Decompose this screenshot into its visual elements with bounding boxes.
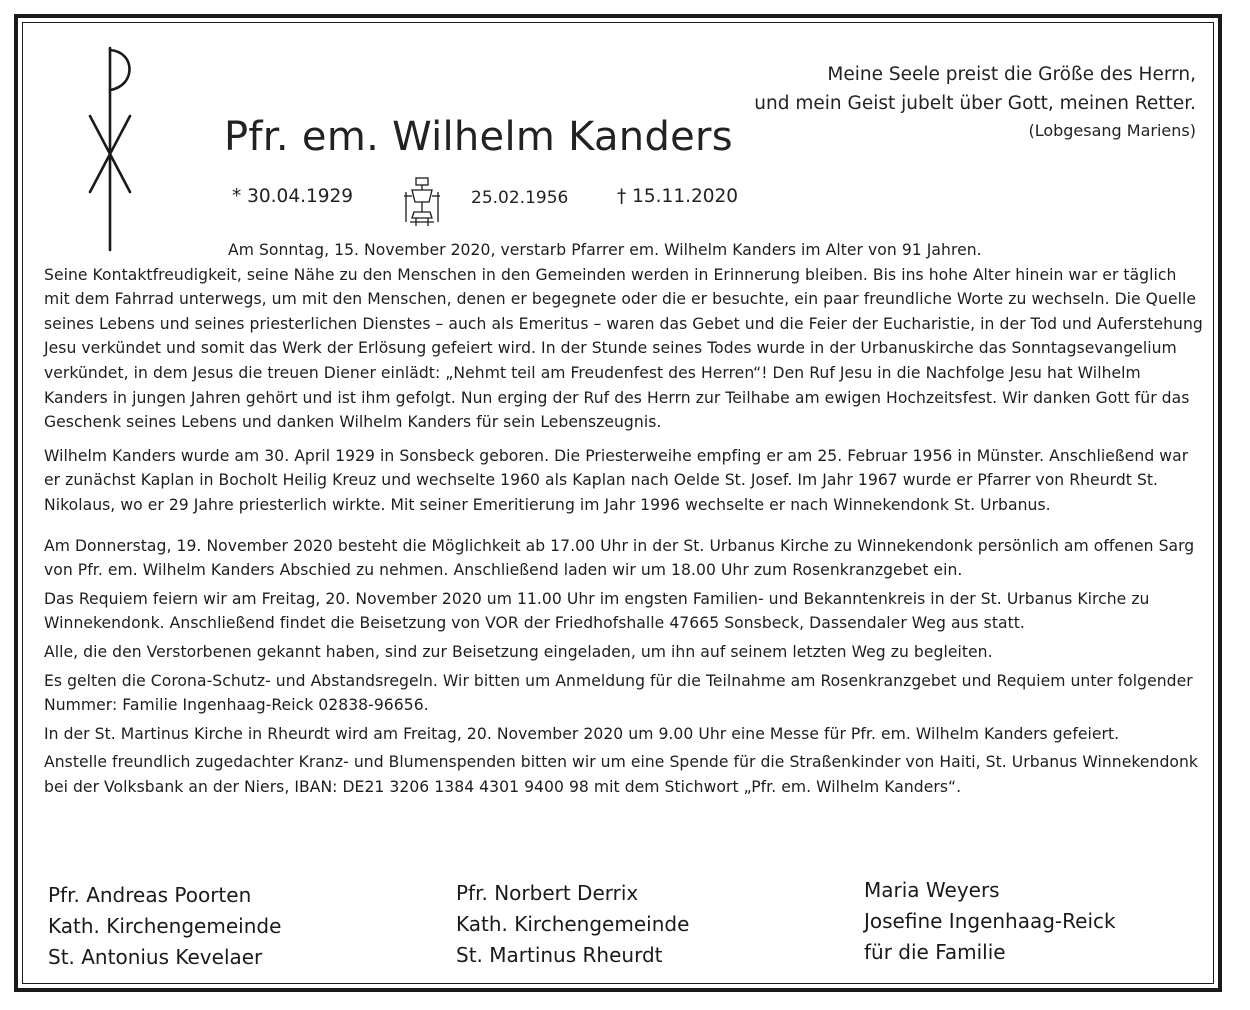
paragraph: Alle, die den Verstorbenen gekannt haben, sind zur Beisetzung eingeladen, um ihn auf seinem letzten Weg zu begleiten.: [44, 642, 993, 661]
signature-name: Pfr. Norbert Derrix: [456, 881, 639, 905]
obituary-text: [44, 238, 1204, 799]
signature-line: Kath. Kirchengemeinde: [48, 914, 282, 938]
signature-line: St. Martinus Rheurdt: [456, 943, 663, 967]
signature-name: Pfr. Andreas Poorten: [48, 883, 252, 907]
bible-quote: [754, 60, 1196, 144]
signature-line: Kath. Kirchengemeinde: [456, 912, 690, 936]
quote-line: Meine Seele preist die Größe des Herrn,: [827, 64, 1196, 85]
paragraph: Seine Kontaktfreudigkeit, seine Nähe zu den Menschen in den Gemeinden werden in Erinnerung bleiben. Bis ins hohe Alter hinein war er täglich mit dem Fahrrad unterwegs, um mit den Menschen, denen er begegnete oder die er besuchte, ein paar freundliche Worte zu wechseln. Die Quelle seines Lebens und seines priesterlichen Dienstes – auch als Emeritus – waren das Gebet und die Feier der Eucharistie, in der Tod und Auferstehung Jesu verkündet und somit das Werk der Erlösung gefeiert wird. In der Stunde seines Todes wurde in der Urbanuskirche das Sonntagsevangelium verkündet, in dem Jesus die treuen Diener einlädt: „Nehmt teil am Freudenfest des Herren“! Den Ruf Jesu in die Nachfolge Jesu hat Wilhelm Kanders in jungen Jahren gehört und ist ihm gefolgt. Nun erging der Ruf des Herrn zur Teilhabe am ewigen Hochzeitsfest. Wir danken Gott für das Geschenk seines Lebens und danken Wilhelm Kanders für sein Lebenszeugnis.: [44, 265, 1203, 432]
paragraph: Am Donnerstag, 19. November 2020 besteht die Möglichkeit ab 17.00 Uhr in der St. Urbanus Kirche zu Winnekendonk persönlich am offenen Sarg von Pfr. em. Wilhelm Kanders Abschied zu nehmen. Anschließend laden wir um 18.00 Uhr zum Rosenkranzgebet ein.: [44, 536, 1195, 580]
signature-name: Josefine Ingenhaag-Reick: [864, 909, 1116, 933]
quote-source: (Lobgesang Mariens): [1028, 121, 1196, 140]
signature-name: Maria Weyers: [864, 878, 1000, 902]
quote-line: und mein Geist jubelt über Gott, meinen Retter.: [754, 93, 1196, 114]
birth-date: * 30.04.1929: [232, 186, 354, 207]
paragraph: Anstelle freundlich zugedachter Kranz- und Blumenspenden bitten wir um eine Spende für die Straßenkinder von Haiti, St. Urbanus Winnekendonk bei der Volksbank an der Niers, IBAN: DE21 3206 1384 4301 9400 98 mit dem Stichwort „Pfr. em. Wilhelm Kanders“.: [44, 753, 1198, 796]
ordination-date: 25.02.1956: [471, 188, 569, 208]
signature-line: St. Antonius Kevelaer: [48, 945, 263, 969]
death-date: † 15.11.2020: [617, 186, 739, 207]
chi-rho-icon: [84, 46, 140, 254]
page-title: Pfr. em. Wilhelm Kanders: [224, 114, 733, 160]
chalice-icon: [402, 176, 442, 228]
signature-line: für die Familie: [864, 940, 1006, 964]
opening-sentence: Am Sonntag, 15. November 2020, verstarb Pfarrer em. Wilhelm Kanders im Alter von 91 Jahren.: [228, 241, 982, 259]
signature-block: [48, 880, 281, 973]
signature-block: [456, 878, 689, 971]
paragraph: Es gelten die Corona-Schutz- und Abstandsregeln. Wir bitten um Anmeldung für die Teilnahme am Rosenkranzgebet und Requiem unter folgender Nummer: Familie Ingenhaag-Reick 02838-96656.: [44, 671, 1193, 715]
signature-block: [864, 875, 1116, 968]
paragraph: In der St. Martinus Kirche in Rheurdt wird am Freitag, 20. November 2020 um 9.00 Uhr eine Messe für Pfr. em. Wilhelm Kanders gefeiert.: [44, 724, 1120, 743]
paragraph: Wilhelm Kanders wurde am 30. April 1929 in Sonsbeck geboren. Die Priesterweihe empfing er am 25. Februar 1956 in Münster. Anschließend war er zunächst Kaplan in Bocholt Heilig Kreuz und wechselte 1960 als Kaplan nach Oelde St. Josef. Im Jahr 1967 wurde er Pfarrer von Rheurdt St. Nikolaus, wo er 29 Jahre priesterlich wirkte. Mit seiner Emeritierung im Jahr 1996 wechselte er nach Winnekendonk St. Urbanus.: [44, 446, 1189, 514]
paragraph: Das Requiem feiern wir am Freitag, 20. November 2020 um 11.00 Uhr im engsten Familien- und Bekanntenkreis in der St. Urbanus Kirche zu Winnekendonk. Anschließend findet die Beisetzung von VOR der Friedhofshalle 47665 Sonsbeck, Dassendaler Weg aus statt.: [44, 589, 1150, 633]
